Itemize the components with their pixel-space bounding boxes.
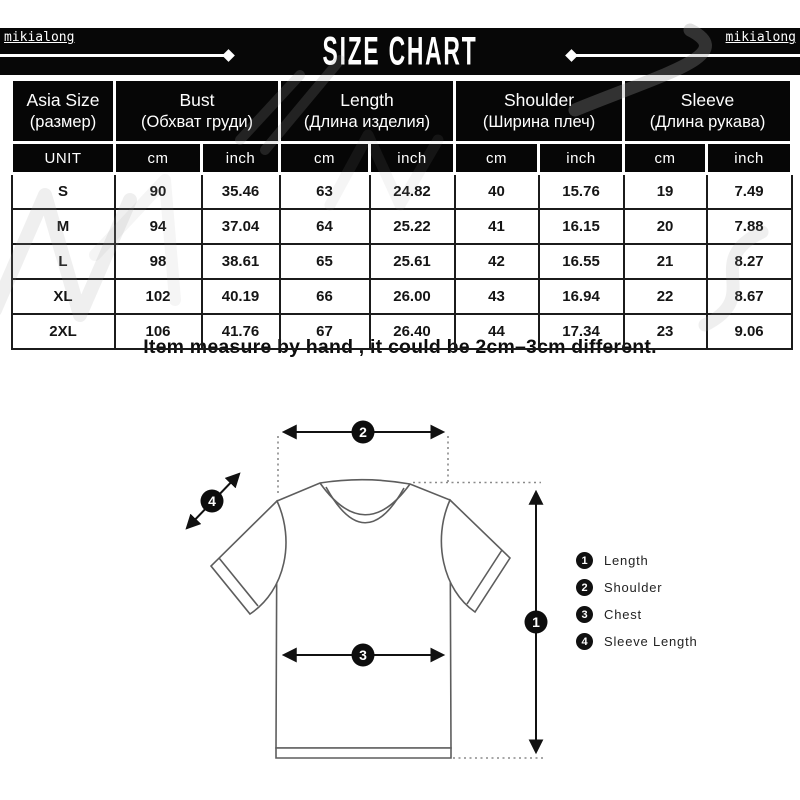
col-header-asia-size bbox=[12, 80, 115, 143]
value-cell: 63 bbox=[280, 174, 370, 210]
value-cell: 23 bbox=[624, 314, 707, 349]
value-cell: 21 bbox=[624, 244, 707, 279]
value-cell: 7.49 bbox=[707, 174, 792, 210]
value-cell: 94 bbox=[115, 209, 202, 244]
value-cell: 22 bbox=[624, 279, 707, 314]
tshirt-body bbox=[276, 480, 451, 748]
chest-marker-num: 3 bbox=[359, 646, 367, 663]
size-label-cell: 2XL bbox=[12, 314, 115, 349]
legend-item-shoulder bbox=[576, 579, 698, 596]
length-marker-num: 1 bbox=[532, 613, 540, 630]
value-cell: 16.55 bbox=[539, 244, 624, 279]
value-cell: 35.46 bbox=[202, 174, 280, 210]
sleeve-marker-num: 4 bbox=[208, 492, 216, 509]
size-label-cell: L bbox=[12, 244, 115, 279]
value-cell: 9.06 bbox=[707, 314, 792, 349]
col-header-sub: (Ширина плеч) bbox=[482, 112, 596, 131]
tshirt-left-sleeve bbox=[211, 501, 286, 614]
table-row bbox=[12, 209, 792, 244]
value-cell: 64 bbox=[280, 209, 370, 244]
value-cell: 25.61 bbox=[370, 244, 455, 279]
value-cell: 16.15 bbox=[539, 209, 624, 244]
value-cell: 66 bbox=[280, 279, 370, 314]
value-cell: 65 bbox=[280, 244, 370, 279]
value-cell: 8.27 bbox=[707, 244, 792, 279]
value-cell: 20 bbox=[624, 209, 707, 244]
value-cell: 42 bbox=[455, 244, 539, 279]
value-cell: 41.76 bbox=[202, 314, 280, 349]
value-cell: 106 bbox=[115, 314, 202, 349]
table-row bbox=[12, 244, 792, 279]
col-header-label: Length bbox=[340, 89, 394, 110]
value-cell: 15.76 bbox=[539, 174, 624, 210]
value-cell: 26.00 bbox=[370, 279, 455, 314]
hem-band bbox=[276, 748, 451, 758]
value-cell: 16.94 bbox=[539, 279, 624, 314]
value-cell: 8.67 bbox=[707, 279, 792, 314]
brand-left: mikialong bbox=[4, 30, 75, 45]
legend-num-icon: 3 bbox=[576, 606, 593, 623]
page-title: SIZE CHART bbox=[322, 27, 478, 74]
legend-label: Chest bbox=[604, 607, 642, 622]
col-header-sub: (Длина рукава) bbox=[649, 112, 766, 131]
col-header-label: Bust bbox=[179, 89, 215, 110]
shoulder-marker-num: 2 bbox=[359, 423, 367, 440]
table-group-header-row bbox=[12, 80, 792, 143]
title-bar bbox=[0, 28, 800, 75]
legend-label: Length bbox=[604, 553, 649, 568]
value-cell: 40.19 bbox=[202, 279, 280, 314]
value-cell: 67 bbox=[280, 314, 370, 349]
tshirt-right-sleeve bbox=[441, 500, 510, 612]
legend-item-chest bbox=[576, 606, 698, 623]
legend-num-icon: 2 bbox=[576, 579, 593, 596]
tshirt-outline bbox=[211, 480, 510, 758]
value-cell: 24.82 bbox=[370, 174, 455, 210]
value-cell: 26.40 bbox=[370, 314, 455, 349]
value-cell: 90 bbox=[115, 174, 202, 210]
value-cell: 38.61 bbox=[202, 244, 280, 279]
unit-cell: cm bbox=[115, 143, 202, 174]
value-cell: 41 bbox=[455, 209, 539, 244]
measurement-legend bbox=[576, 552, 698, 660]
col-header-sub: (Длина изделия) bbox=[303, 112, 431, 131]
unit-cell: inch bbox=[370, 143, 455, 174]
value-cell: 40 bbox=[455, 174, 539, 210]
table-row bbox=[12, 174, 792, 210]
legend-item-length bbox=[576, 552, 698, 569]
col-header-bust bbox=[115, 80, 280, 143]
unit-cell: cm bbox=[280, 143, 370, 174]
table-row bbox=[12, 279, 792, 314]
value-cell: 17.34 bbox=[539, 314, 624, 349]
size-table-body bbox=[12, 174, 792, 350]
size-chart-table bbox=[10, 78, 793, 350]
value-cell: 37.04 bbox=[202, 209, 280, 244]
col-header-sub: (Обхват груди) bbox=[140, 112, 254, 131]
value-cell: 43 bbox=[455, 279, 539, 314]
unit-cell: inch bbox=[202, 143, 280, 174]
col-header-label: Shoulder bbox=[503, 89, 575, 110]
table-unit-row bbox=[12, 143, 792, 174]
value-cell: 7.88 bbox=[707, 209, 792, 244]
unit-cell: inch bbox=[539, 143, 624, 174]
unit-cell: UNIT bbox=[12, 143, 115, 174]
value-cell: 44 bbox=[455, 314, 539, 349]
page-title-wrap bbox=[0, 28, 800, 75]
value-cell: 19 bbox=[624, 174, 707, 210]
table-row bbox=[12, 314, 792, 349]
unit-cell: cm bbox=[455, 143, 539, 174]
col-header-sleeve bbox=[624, 80, 792, 143]
unit-cell: inch bbox=[707, 143, 792, 174]
unit-cell: cm bbox=[624, 143, 707, 174]
size-label-cell: XL bbox=[12, 279, 115, 314]
legend-label: Sleeve Length bbox=[604, 634, 698, 649]
legend-num-icon: 1 bbox=[576, 552, 593, 569]
col-header-length bbox=[280, 80, 455, 143]
col-header-label: Asia Size bbox=[26, 89, 100, 110]
col-header-shoulder bbox=[455, 80, 624, 143]
value-cell: 98 bbox=[115, 244, 202, 279]
col-header-label: Sleeve bbox=[680, 89, 735, 110]
brand-right: mikialong bbox=[725, 30, 796, 45]
legend-num-icon: 4 bbox=[576, 633, 593, 650]
size-label-cell: S bbox=[12, 174, 115, 210]
value-cell: 102 bbox=[115, 279, 202, 314]
legend-label: Shoulder bbox=[604, 580, 663, 595]
measure-note: Item measure by hand , it could be 2cm–3cm different. bbox=[143, 336, 657, 358]
size-label-cell: M bbox=[12, 209, 115, 244]
legend-item-sleeve-length bbox=[576, 633, 698, 650]
col-header-sub: (размер) bbox=[29, 112, 97, 131]
value-cell: 25.22 bbox=[370, 209, 455, 244]
